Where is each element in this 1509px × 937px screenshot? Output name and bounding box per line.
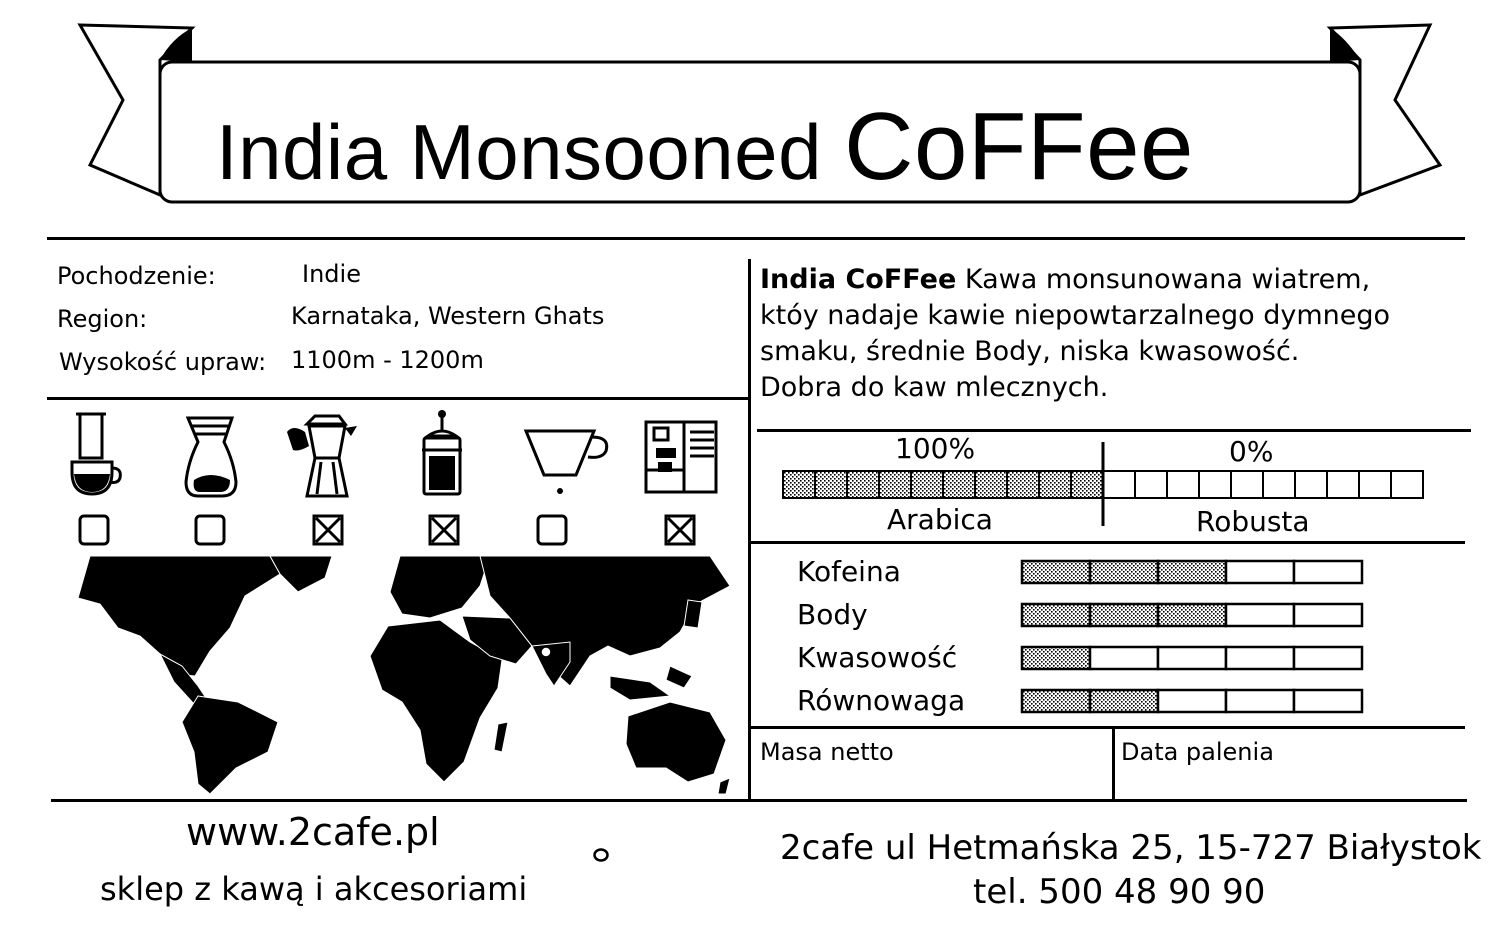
robusta-cell [1103,471,1135,498]
attr-level-filled [1090,604,1158,626]
attr-level-empty [1294,690,1362,712]
brew-checkbox-dripper[interactable] [536,514,570,548]
title-origin: India Monsooned [216,108,822,196]
robusta-cell [1391,471,1423,498]
attr-label-kwasowosc: Kwasowość [797,641,958,674]
center-divider [748,259,751,801]
chemex-icon [180,412,244,504]
attr-level-empty [1226,647,1294,669]
attr-level-empty [1158,647,1226,669]
description-line: Dobra do kaw mlecznych. [760,372,1109,403]
attr-level-empty [1226,690,1294,712]
attr-level-filled [1090,561,1158,583]
region-label: Region: [57,305,148,333]
attr-level-empty [1294,604,1362,626]
info-divider [47,397,750,400]
brew-checkbox-moka[interactable] [312,514,346,548]
robusta-cell [1199,471,1231,498]
dripper-icon [520,425,612,505]
robusta-cell [1231,471,1263,498]
description-line: smaku, średnie Body, niska kwasowość. [760,336,1300,367]
brew-checkbox-aeropress[interactable] [78,514,112,548]
net-mass-label: Masa netto [760,738,894,766]
brew-checkbox-espresso[interactable] [664,514,698,548]
bottom-divider [51,799,1467,802]
robusta-cell [1263,471,1295,498]
french-press-icon [412,410,472,500]
arabica-cell [879,471,911,498]
robusta-cell [1295,471,1327,498]
description-bold: India CoFFee [760,264,957,295]
attr-level-filled [1022,647,1090,669]
world-map [70,556,730,796]
title-coffee: CoFFee [844,93,1194,200]
attr-level-empty [1090,647,1158,669]
attr-level-empty [1158,690,1226,712]
tagline: sklep z kawą i akcesoriami [100,870,528,908]
robusta-cell [1359,471,1391,498]
attr-level-filled [1022,561,1090,583]
brew-checkbox-french-press[interactable] [428,514,462,548]
attr-level-empty [1294,647,1362,669]
arabica-cell [783,471,815,498]
attr-level-filled [1022,604,1090,626]
origin-value: Indie [302,260,361,288]
arabica-cell [1007,471,1039,498]
robusta-cell [1135,471,1167,498]
blend-divider [750,541,1465,544]
phone: tel. 500 48 90 90 [973,872,1266,912]
top-divider [47,237,1465,240]
description-line: któy nadaje kawie niepowtarzalnego dymnego [760,300,1391,331]
moka-pot-icon [285,410,365,500]
origin-label: Pochodzenie: [57,262,216,290]
roast-date-label: Data palenia [1121,738,1274,766]
robusta-cell [1327,471,1359,498]
arabica-cell [847,471,879,498]
arabica-cell [911,471,943,498]
brew-checkbox-chemex[interactable] [194,514,228,548]
attribute-bars [1015,555,1370,725]
espresso-machine-icon [640,418,722,496]
arabica-label: Arabica [887,503,993,536]
arabica-percent: 100% [895,432,976,465]
arabica-cell [975,471,1007,498]
website[interactable]: www.2cafe.pl [186,810,440,854]
attr-level-filled [1158,561,1226,583]
attr-level-filled [1090,690,1158,712]
attr-label-body: Body [797,598,868,631]
small-circle-icon [592,847,612,865]
product-title [216,92,1194,202]
arabica-cell [943,471,975,498]
desc-divider [757,429,1471,432]
aeropress-icon [64,410,128,502]
description-line: Kawa monsunowana wiatrem, [964,264,1371,295]
description [760,262,1460,406]
attr-divider [750,726,1465,729]
address: 2cafe ul Hetmańska 25, 15-727 Białystok [780,828,1482,868]
blend-bar [780,440,1425,530]
arabica-cell [1039,471,1071,498]
attr-level-empty [1226,561,1294,583]
attr-label-rownowaga: Równowaga [797,684,966,717]
robusta-cell [1167,471,1199,498]
arabica-cell [1071,471,1103,498]
region-value: Karnataka, Western Ghats [291,302,605,330]
robusta-percent: 0% [1229,435,1274,468]
attr-level-empty [1294,561,1362,583]
altitude-value: 1100m - 1200m [291,346,484,374]
arabica-cell [815,471,847,498]
attr-label-kofeina: Kofeina [797,555,901,588]
attr-level-empty [1226,604,1294,626]
robusta-label: Robusta [1196,505,1310,538]
attr-level-filled [1022,690,1090,712]
fields-divider [1112,727,1115,801]
altitude-label: Wysokość upraw: [59,348,267,376]
attr-level-filled [1158,604,1226,626]
